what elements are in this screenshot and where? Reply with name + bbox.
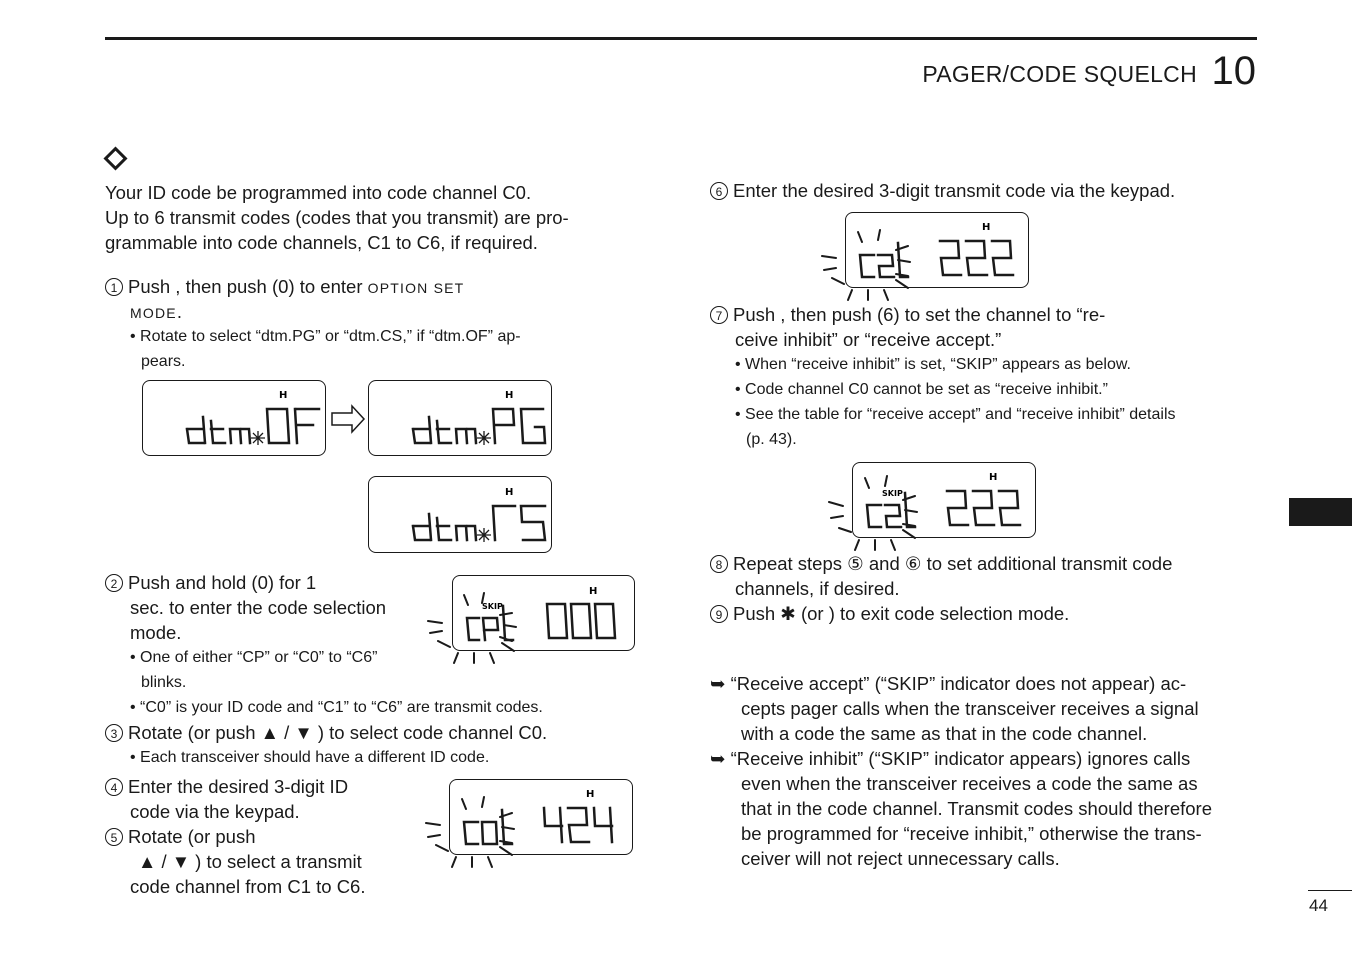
lcd-h-indicator: H xyxy=(586,789,595,800)
step-number: 1 xyxy=(105,278,123,296)
step-1-line-2: MODE. xyxy=(130,301,182,322)
step-1-bullet-cont: pears. xyxy=(141,353,186,370)
lcd-display-dtm-pg xyxy=(368,380,552,456)
step-7-line-2: ceive inhibit” or “receive accept.” xyxy=(735,329,1002,350)
step-2-bullet-1-cont: blinks. xyxy=(141,674,187,691)
step-2-line-2: sec. to enter the code selection xyxy=(130,597,387,618)
step-8: 8 Repeat steps ⑤ and ⑥ to set additional transmit code xyxy=(710,551,1172,576)
note-1-line-2: cepts pager calls when the transceiver receives a signal xyxy=(741,698,1199,719)
note-1-line-1: ➥ “Receive accept” (“SKIP” indicator does not appear) ac- xyxy=(710,673,1187,694)
lcd-h-indicator: H xyxy=(279,390,288,401)
section-diamond-icon xyxy=(103,146,127,170)
step-7-bullet-3: • See the table for “receive accept” and “receive inhibit” details xyxy=(735,406,1176,423)
note-2-line-5: ceiver will not reject unnecessary calls. xyxy=(741,848,1060,869)
step-5-line-3: code channel from C1 to C6. xyxy=(130,876,366,897)
blink-rays-icon xyxy=(424,585,524,665)
arrow-right-icon xyxy=(330,404,366,434)
chapter-tab-marker xyxy=(1289,498,1352,526)
chapter-title: PAGER/CODE SQUELCH xyxy=(922,61,1197,87)
chapter-number: 10 xyxy=(1211,49,1256,93)
step-8-line-2: channels, if desired. xyxy=(735,578,900,599)
step-5-line-2: ▲ / ▼ ) to select a transmit xyxy=(138,851,362,872)
step-1-bullet: • Rotate to select “dtm.PG” or “dtm.CS,” if “dtm.OF” ap- xyxy=(130,328,521,345)
step-7-bullet-3-cont: (p. 43). xyxy=(746,431,797,448)
blink-rays-icon xyxy=(818,222,918,302)
step-7-bullet-1: • When “receive inhibit” is set, “SKIP” appears as below. xyxy=(735,356,1131,373)
step-2: 2 Push and hold (0) for 1 xyxy=(105,570,316,595)
blink-rays-icon xyxy=(422,789,522,869)
note-2-line-2: even when the transceiver receives a code the same as xyxy=(741,773,1198,794)
step-4-line-2: code via the keypad. xyxy=(130,801,300,822)
lcd-h-indicator: H xyxy=(989,472,998,483)
step-3-bullet: • Each transceiver should have a different ID code. xyxy=(130,749,490,766)
lcd-h-indicator: H xyxy=(505,487,514,498)
skip-indicator: SKIP xyxy=(482,602,503,611)
step-6: 6 Enter the desired 3-digit transmit code via the keypad. xyxy=(710,178,1175,203)
lcd-h-indicator: H xyxy=(589,586,598,597)
lcd-display-dtm-cs xyxy=(368,476,552,553)
intro-line-1: Your ID code be programmed into code channel C0. xyxy=(105,182,532,203)
note-1-line-3: with a code the same as that in the code channel. xyxy=(741,723,1148,744)
lcd-h-indicator: H xyxy=(982,222,991,233)
header-rule xyxy=(105,37,1257,40)
blink-dot-icon xyxy=(251,431,265,445)
intro-line-2: Up to 6 transmit codes (codes that you transmit) are pro- xyxy=(105,207,569,228)
step-2-bullet-1: • One of either “CP” or “C0” to “C6” xyxy=(130,649,378,666)
step-4: 4 Enter the desired 3-digit ID xyxy=(105,774,348,799)
note-2-line-1: ➥ “Receive inhibit” (“SKIP” indicator appears) ignores calls xyxy=(710,748,1191,769)
lcd-h-indicator: H xyxy=(505,390,514,401)
skip-indicator: SKIP xyxy=(882,489,903,498)
lcd-display-dtm-of xyxy=(142,380,326,456)
step-7: 7 Push , then push (6) to set the channel to “re- xyxy=(710,302,1105,327)
step-3: 3 Rotate (or push ▲ / ▼ ) to select code channel C0. xyxy=(105,720,547,745)
page-number: 44 xyxy=(1309,896,1328,915)
intro-line-3: grammable into code channels, C1 to C6, if required. xyxy=(105,232,538,253)
step-9: 9 Push ✱ (or ) to exit code selection mode. xyxy=(710,601,1069,626)
blink-rays-icon xyxy=(825,472,925,552)
note-2-line-3: that in the code channel. Transmit codes should therefore xyxy=(741,798,1213,819)
footer-rule xyxy=(1308,890,1352,891)
step-7-bullet-2: • Code channel C0 cannot be set as “receive inhibit.” xyxy=(735,381,1108,398)
step-2-line-3: mode. xyxy=(130,622,182,643)
blink-dot-icon xyxy=(477,528,491,542)
blink-dot-icon xyxy=(477,431,491,445)
step-5: 5 Rotate (or push xyxy=(105,824,256,849)
note-2-line-4: be programmed for “receive inhibit,” otherwise the trans- xyxy=(741,823,1202,844)
step-2-bullet-2: • “C0” is your ID code and “C1” to “C6” are transmit codes. xyxy=(130,699,543,716)
step-1: 1 Push , then push (0) to enter OPTION SET xyxy=(105,274,464,301)
